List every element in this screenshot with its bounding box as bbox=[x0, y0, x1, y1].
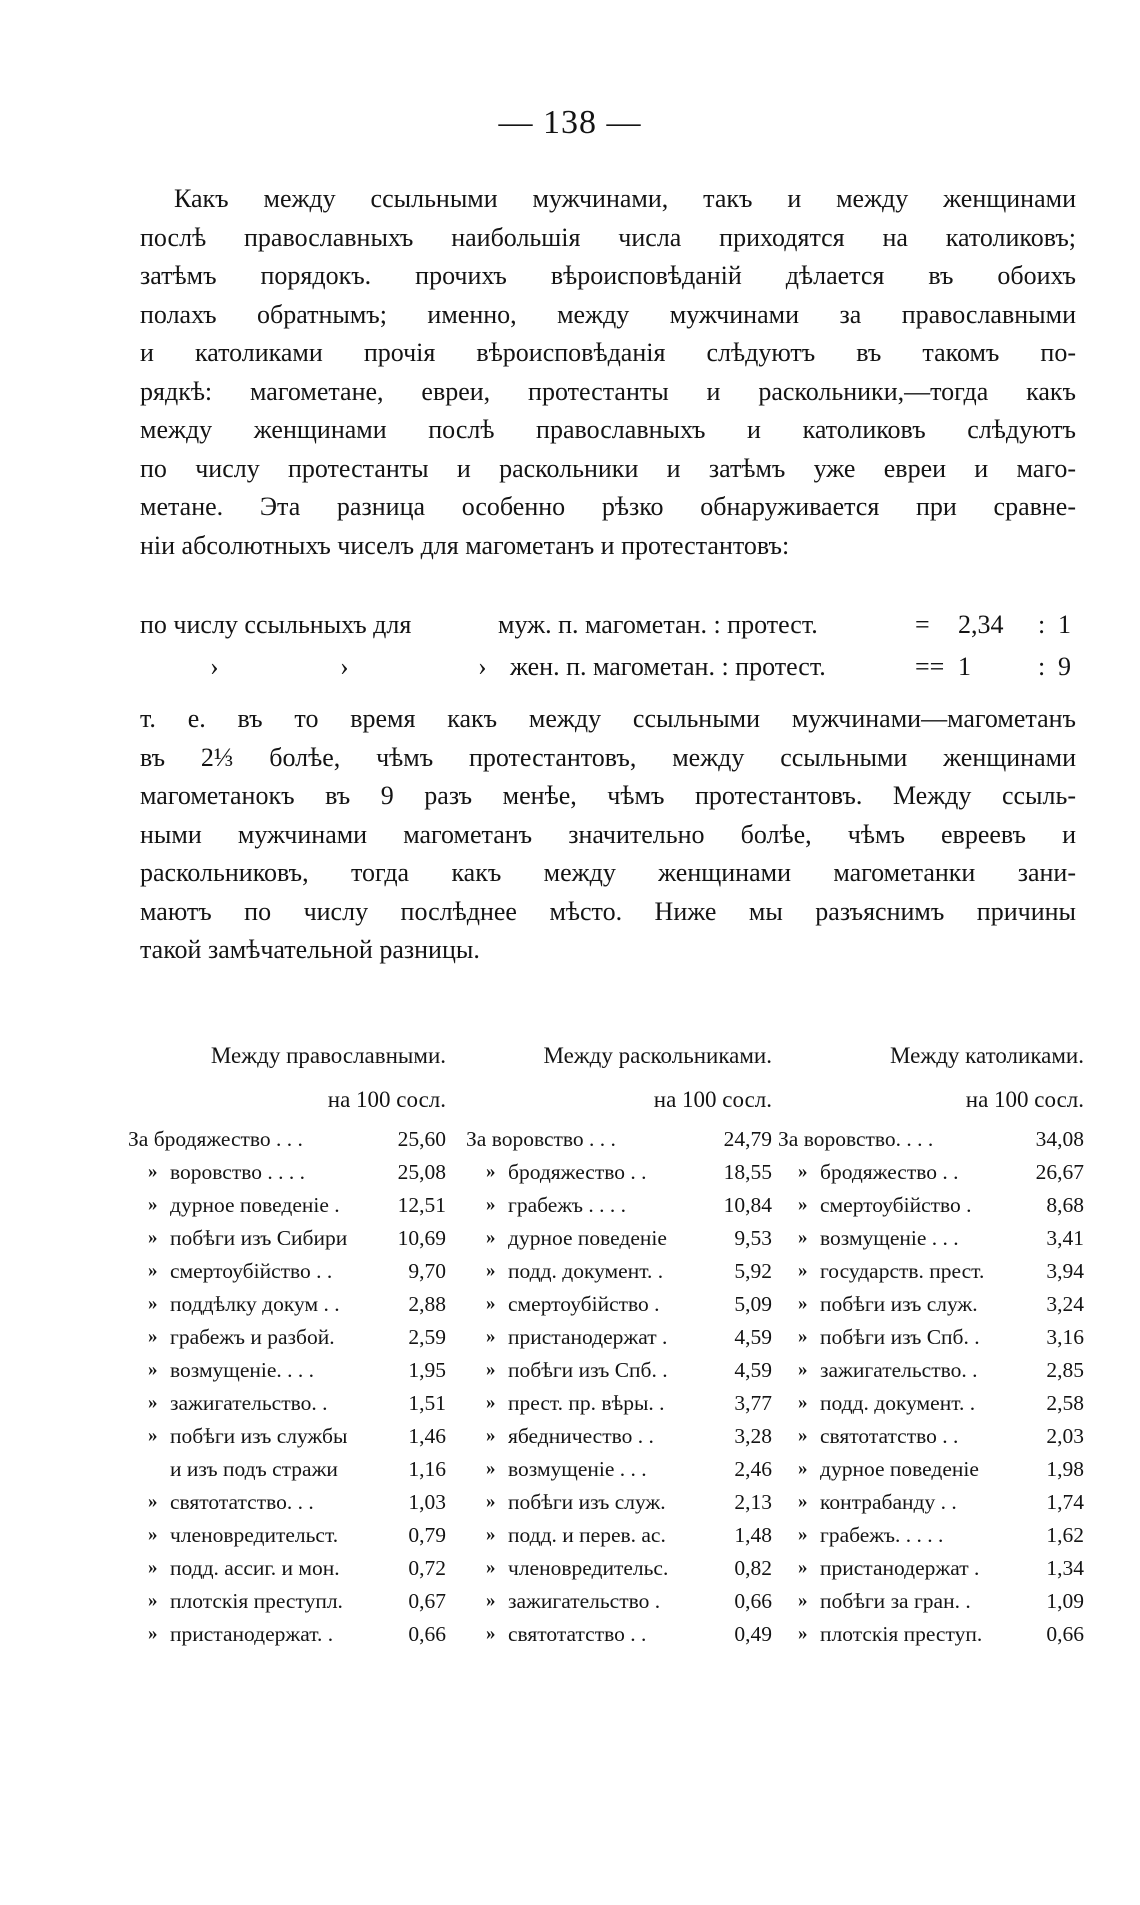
table-row bbox=[778, 1589, 1088, 1622]
table-row bbox=[466, 1226, 776, 1259]
row-value: 1,46 bbox=[408, 1424, 446, 1448]
text-line: ніи абсолютныхъ чиселъ для магометанъ и протестантовъ: bbox=[140, 530, 790, 560]
row-label: побѣги изъ служ. bbox=[820, 1292, 978, 1316]
table-row bbox=[128, 1292, 450, 1325]
row-value: 1,48 bbox=[734, 1523, 772, 1547]
ratio-value-b: 1 bbox=[1058, 610, 1071, 639]
table-row bbox=[466, 1358, 776, 1391]
table-row bbox=[128, 1160, 450, 1193]
table-row bbox=[128, 1325, 450, 1358]
row-value: 4,59 bbox=[734, 1325, 772, 1349]
row-value: 0,66 bbox=[408, 1622, 446, 1646]
table-row bbox=[778, 1523, 1088, 1556]
row-label: смертоубійство . . bbox=[170, 1259, 333, 1283]
row-label: государств. прест. bbox=[820, 1259, 985, 1283]
table-row bbox=[778, 1490, 1088, 1523]
ditto-mark: » bbox=[798, 1227, 808, 1248]
row-value: 10,69 bbox=[397, 1226, 446, 1250]
row-label: членовредительст. bbox=[170, 1523, 339, 1547]
table-row bbox=[778, 1391, 1088, 1424]
ditto-mark: » bbox=[148, 1392, 158, 1413]
row-label: подд. документ. . bbox=[508, 1259, 664, 1283]
table-row bbox=[128, 1358, 450, 1391]
row-label: возмущеніе. . . . bbox=[170, 1358, 315, 1382]
table-title: Между раскольниками. bbox=[543, 1043, 772, 1068]
ditto-mark: » bbox=[798, 1524, 808, 1545]
table-row bbox=[466, 1160, 776, 1193]
row-label: подд. ассиг. и мон. bbox=[170, 1556, 340, 1580]
row-value: 4,59 bbox=[734, 1358, 772, 1382]
table-row bbox=[778, 1127, 1088, 1160]
row-value: 34,08 bbox=[1035, 1127, 1084, 1151]
row-label: побѣги изъ Спб. . bbox=[820, 1325, 980, 1349]
table-old-believers bbox=[466, 1043, 776, 1655]
row-value: 25,08 bbox=[397, 1160, 446, 1184]
ratio-equals: = bbox=[915, 610, 930, 639]
table-title: Между католиками. bbox=[889, 1043, 1084, 1068]
row-label: и изъ подъ стражи bbox=[170, 1457, 338, 1481]
row-label: дурное поведеніе bbox=[820, 1457, 979, 1481]
row-value: 1,62 bbox=[1046, 1523, 1084, 1547]
text-line: маютъ по числу послѣднее мѣсто. Ниже мы разъяснимъ причины bbox=[140, 896, 1076, 926]
ditto-mark: » bbox=[148, 1425, 158, 1446]
ditto-mark: » bbox=[798, 1458, 808, 1479]
row-label: дурное поведеніе . bbox=[170, 1193, 340, 1217]
table-subtitle: на 100 сосл. bbox=[327, 1087, 446, 1112]
text-line: послѣ православныхъ наибольшія числа приходятся на католиковъ; bbox=[140, 222, 1076, 252]
table-row bbox=[128, 1424, 450, 1457]
row-label: членовредительс. bbox=[508, 1556, 669, 1580]
ditto-mark: » bbox=[148, 1227, 158, 1248]
row-label: грабежъ и разбой. bbox=[170, 1325, 335, 1349]
text-line: ными мужчинами магометанъ значительно болѣе, чѣмъ евреевъ и bbox=[140, 819, 1076, 849]
ratio-row-male bbox=[140, 610, 1076, 652]
row-label: подд. документ. . bbox=[820, 1391, 976, 1415]
ditto-mark: » bbox=[486, 1194, 496, 1215]
table-row bbox=[466, 1292, 776, 1325]
table-row bbox=[466, 1259, 776, 1292]
table-row bbox=[466, 1589, 776, 1622]
ditto-mark: » bbox=[798, 1293, 808, 1314]
row-value: 3,77 bbox=[734, 1391, 772, 1415]
ditto-mark: › bbox=[340, 652, 349, 681]
ditto-mark: » bbox=[486, 1161, 496, 1182]
ditto-mark: » bbox=[798, 1491, 808, 1512]
text-line: метане. Эта разница особенно рѣзко обнаруживается при сравне- bbox=[140, 492, 1076, 521]
table-row bbox=[778, 1457, 1088, 1490]
row-label: пристанодержат. . bbox=[170, 1622, 334, 1646]
ditto-mark: » bbox=[148, 1359, 158, 1380]
table-title: Между православными. bbox=[210, 1043, 446, 1068]
row-value: 10,84 bbox=[723, 1193, 772, 1217]
row-label: подд. и перев. ас. bbox=[508, 1523, 666, 1547]
paragraph-2 bbox=[140, 700, 1076, 970]
ditto-mark: › bbox=[210, 652, 219, 681]
row-label: зажигательство . bbox=[508, 1589, 661, 1613]
table-row bbox=[466, 1391, 776, 1424]
row-value: 1,09 bbox=[1046, 1589, 1084, 1613]
row-label: святотатство. . . bbox=[170, 1490, 314, 1514]
table-row bbox=[466, 1193, 776, 1226]
row-value: 9,53 bbox=[734, 1226, 772, 1250]
table-row bbox=[778, 1424, 1088, 1457]
row-value: 12,51 bbox=[397, 1193, 446, 1217]
row-value: 0,67 bbox=[408, 1589, 446, 1613]
row-label: поддѣлку докум . . bbox=[170, 1292, 340, 1316]
row-label: возмущеніе . . . bbox=[820, 1226, 959, 1250]
ratio-colon: : bbox=[1038, 610, 1046, 639]
ratio-value-a: 2,34 bbox=[958, 610, 1004, 639]
row-label: грабежъ . . . . bbox=[508, 1193, 626, 1217]
text-line: такой замѣчательной разницы. bbox=[140, 935, 480, 964]
ditto-mark: » bbox=[798, 1359, 808, 1380]
row-value: 18,55 bbox=[723, 1160, 772, 1184]
ditto-mark: » bbox=[148, 1524, 158, 1545]
row-value: 9,70 bbox=[408, 1259, 446, 1283]
page-number: — 138 — bbox=[498, 104, 642, 141]
ditto-mark: » bbox=[486, 1623, 496, 1644]
text-line: раскольниковъ, тогда какъ между женщинами магометанки зани- bbox=[140, 858, 1076, 887]
table-row bbox=[128, 1490, 450, 1523]
table-row bbox=[466, 1457, 776, 1490]
row-value: 3,16 bbox=[1046, 1325, 1084, 1349]
row-value: 1,34 bbox=[1046, 1556, 1084, 1580]
ditto-mark: » bbox=[148, 1194, 158, 1215]
text-line: рядкѣ: магометане, евреи, протестанты и раскольники,—тогда какъ bbox=[140, 376, 1076, 406]
table-row bbox=[778, 1325, 1088, 1358]
row-value: 8,68 bbox=[1046, 1193, 1084, 1217]
row-label: пристанодержат . bbox=[508, 1325, 668, 1349]
row-value: 1,98 bbox=[1046, 1457, 1084, 1481]
table-row bbox=[466, 1325, 776, 1358]
ditto-mark: » bbox=[798, 1326, 808, 1347]
row-label: прест. пр. вѣры. . bbox=[508, 1391, 665, 1415]
row-label: возмущеніе . . . bbox=[508, 1457, 647, 1481]
row-label: За воровство . . . bbox=[466, 1127, 616, 1151]
ratio-colon: : bbox=[1038, 652, 1046, 681]
row-value: 2,03 bbox=[1046, 1424, 1084, 1448]
ditto-mark: » bbox=[486, 1524, 496, 1545]
row-label: смертоубійство . bbox=[508, 1292, 660, 1316]
table-row bbox=[128, 1391, 450, 1424]
ditto-mark: » bbox=[486, 1260, 496, 1281]
row-value: 0,49 bbox=[734, 1622, 772, 1646]
row-value: 0,82 bbox=[734, 1556, 772, 1580]
table-row bbox=[466, 1127, 776, 1160]
row-label: контрабанду . . bbox=[820, 1490, 957, 1514]
row-label: смертоубійство . bbox=[820, 1193, 972, 1217]
table-row bbox=[128, 1457, 450, 1490]
ditto-mark: › bbox=[478, 652, 487, 681]
ditto-mark: » bbox=[798, 1557, 808, 1578]
row-label: побѣги изъ службы bbox=[170, 1424, 348, 1448]
row-value: 5,92 bbox=[734, 1259, 772, 1283]
ditto-mark: » bbox=[798, 1161, 808, 1182]
row-label: ябедничество . . bbox=[508, 1424, 654, 1448]
row-label: плотскія преступ. bbox=[820, 1622, 983, 1646]
table-rows bbox=[128, 1127, 450, 1655]
ditto-mark: » bbox=[486, 1359, 496, 1380]
table-subtitle: на 100 сосл. bbox=[653, 1087, 772, 1112]
row-value: 2,13 bbox=[734, 1490, 772, 1514]
ditto-mark: » bbox=[486, 1227, 496, 1248]
ratio-row-female bbox=[140, 652, 1076, 694]
row-label: бродяжество . . bbox=[508, 1160, 647, 1184]
ditto-mark: » bbox=[486, 1293, 496, 1314]
table-rows bbox=[778, 1127, 1088, 1655]
ditto-mark: » bbox=[486, 1425, 496, 1446]
row-value: 3,24 bbox=[1046, 1292, 1084, 1316]
table-row bbox=[466, 1556, 776, 1589]
ditto-mark: » bbox=[798, 1623, 808, 1644]
text-line: и католиками прочія вѣроисповѣданія слѣдуютъ въ такомъ по- bbox=[140, 338, 1076, 367]
ditto-mark: » bbox=[486, 1590, 496, 1611]
table-row bbox=[778, 1622, 1088, 1655]
table-row bbox=[466, 1424, 776, 1457]
ditto-mark: » bbox=[486, 1326, 496, 1347]
row-value: 5,09 bbox=[734, 1292, 772, 1316]
row-value: 3,28 bbox=[734, 1424, 772, 1448]
ditto-mark: » bbox=[798, 1392, 808, 1413]
ditto-mark: » bbox=[486, 1557, 496, 1578]
table-row bbox=[128, 1589, 450, 1622]
row-value: 3,41 bbox=[1046, 1226, 1084, 1250]
ditto-mark: » bbox=[148, 1260, 158, 1281]
row-label: побѣги изъ служ. bbox=[508, 1490, 666, 1514]
text-line: по числу протестанты и раскольники и затѣмъ уже евреи и маго- bbox=[140, 453, 1076, 483]
table-row bbox=[778, 1226, 1088, 1259]
row-label: святотатство . . bbox=[820, 1424, 959, 1448]
table-row bbox=[778, 1358, 1088, 1391]
row-value: 0,72 bbox=[408, 1556, 446, 1580]
text-line: затѣмъ порядокъ. прочихъ вѣроисповѣданій дѣлается въ обоихъ bbox=[140, 261, 1076, 290]
row-value: 1,51 bbox=[408, 1391, 446, 1415]
row-value: 2,85 bbox=[1046, 1358, 1084, 1382]
text-line: полахъ обратнымъ; именно, между мужчинами за православными bbox=[140, 299, 1076, 329]
ditto-mark: » bbox=[486, 1392, 496, 1413]
ditto-mark: » bbox=[486, 1458, 496, 1479]
row-value: 2,46 bbox=[734, 1457, 772, 1481]
row-value: 25,60 bbox=[397, 1127, 446, 1151]
ditto-mark: » bbox=[798, 1425, 808, 1446]
row-value: 26,67 bbox=[1035, 1160, 1084, 1184]
row-value: 3,94 bbox=[1046, 1259, 1084, 1283]
ratio-label: по числу ссыльныхъ для bbox=[140, 610, 412, 639]
row-value: 1,16 bbox=[408, 1457, 446, 1481]
row-label: плотскія преступл. bbox=[170, 1589, 343, 1613]
table-row bbox=[466, 1622, 776, 1655]
row-label: побѣги изъ Сибири bbox=[170, 1226, 348, 1250]
table-row bbox=[778, 1292, 1088, 1325]
ditto-mark: » bbox=[486, 1491, 496, 1512]
row-label: За воровство. . . . bbox=[778, 1127, 934, 1151]
row-label: зажигательство. . bbox=[820, 1358, 978, 1382]
table-row bbox=[128, 1226, 450, 1259]
table-row bbox=[128, 1259, 450, 1292]
row-value: 2,58 bbox=[1046, 1391, 1084, 1415]
text-line: Какъ между ссыльными мужчинами, такъ и между женщинами bbox=[174, 184, 1076, 213]
table-row bbox=[778, 1193, 1088, 1226]
table-row bbox=[466, 1490, 776, 1523]
table-row bbox=[128, 1622, 450, 1655]
ratio-value-b: 9 bbox=[1058, 652, 1071, 681]
row-value: 1,74 bbox=[1046, 1490, 1084, 1514]
row-value: 0,66 bbox=[1046, 1622, 1084, 1646]
table-row bbox=[778, 1259, 1088, 1292]
row-label: дурное поведеніе bbox=[508, 1226, 667, 1250]
table-catholics bbox=[778, 1043, 1088, 1655]
text-line: т. е. въ то время какъ между ссыльными мужчинами—магометанъ bbox=[140, 704, 1076, 733]
ratio-block bbox=[140, 610, 1076, 694]
text-line: между женщинами послѣ православныхъ и католиковъ слѣдуютъ bbox=[140, 415, 1076, 444]
row-label: побѣги изъ Спб. . bbox=[508, 1358, 668, 1382]
row-value: 24,79 bbox=[723, 1127, 772, 1151]
table-subtitle: на 100 сосл. bbox=[965, 1087, 1084, 1112]
row-label: воровство . . . . bbox=[170, 1160, 305, 1184]
text-line: въ 2⅓ болѣе, чѣмъ протестантовъ, между ссыльными женщинами bbox=[140, 742, 1076, 772]
row-label: святотатство . . bbox=[508, 1622, 647, 1646]
row-label: бродяжество . . bbox=[820, 1160, 959, 1184]
ratio-description: жен. п. магометан. : протест. bbox=[510, 652, 826, 681]
ditto-mark: » bbox=[148, 1590, 158, 1611]
table-row bbox=[128, 1193, 450, 1226]
row-value: 2,88 bbox=[408, 1292, 446, 1316]
row-value: 1,03 bbox=[408, 1490, 446, 1514]
table-orthodox bbox=[128, 1043, 450, 1655]
ratio-description: муж. п. магометан. : протест. bbox=[498, 610, 818, 639]
ditto-mark: » bbox=[148, 1161, 158, 1182]
table-row bbox=[128, 1523, 450, 1556]
ditto-mark: » bbox=[148, 1557, 158, 1578]
ditto-mark: » bbox=[798, 1590, 808, 1611]
row-value: 1,95 bbox=[408, 1358, 446, 1382]
ditto-mark: » bbox=[148, 1326, 158, 1347]
row-label: грабежъ. . . . . bbox=[820, 1523, 944, 1547]
ratio-equals: == bbox=[915, 652, 945, 681]
table-row bbox=[778, 1160, 1088, 1193]
row-label: побѣги за гран. . bbox=[820, 1589, 971, 1613]
row-value: 2,59 bbox=[408, 1325, 446, 1349]
row-label: За бродяжество . . . bbox=[128, 1127, 303, 1151]
text-line: магометанокъ въ 9 разъ менѣе, чѣмъ протестантовъ. Между ссыль- bbox=[140, 781, 1076, 810]
table-rows bbox=[466, 1127, 776, 1655]
table-row bbox=[128, 1556, 450, 1589]
row-value: 0,66 bbox=[734, 1589, 772, 1613]
row-label: пристанодержат . bbox=[820, 1556, 980, 1580]
ditto-mark: » bbox=[148, 1491, 158, 1512]
ditto-mark: » bbox=[148, 1293, 158, 1314]
ratio-value-a: 1 bbox=[958, 652, 971, 681]
row-value: 0,79 bbox=[408, 1523, 446, 1547]
ditto-mark: » bbox=[798, 1260, 808, 1281]
table-row bbox=[128, 1127, 450, 1160]
ditto-mark: » bbox=[798, 1194, 808, 1215]
paragraph-1 bbox=[140, 180, 1076, 565]
row-label: зажигательство. . bbox=[170, 1391, 328, 1415]
ditto-mark: » bbox=[148, 1623, 158, 1644]
table-row bbox=[778, 1556, 1088, 1589]
table-row bbox=[466, 1523, 776, 1556]
